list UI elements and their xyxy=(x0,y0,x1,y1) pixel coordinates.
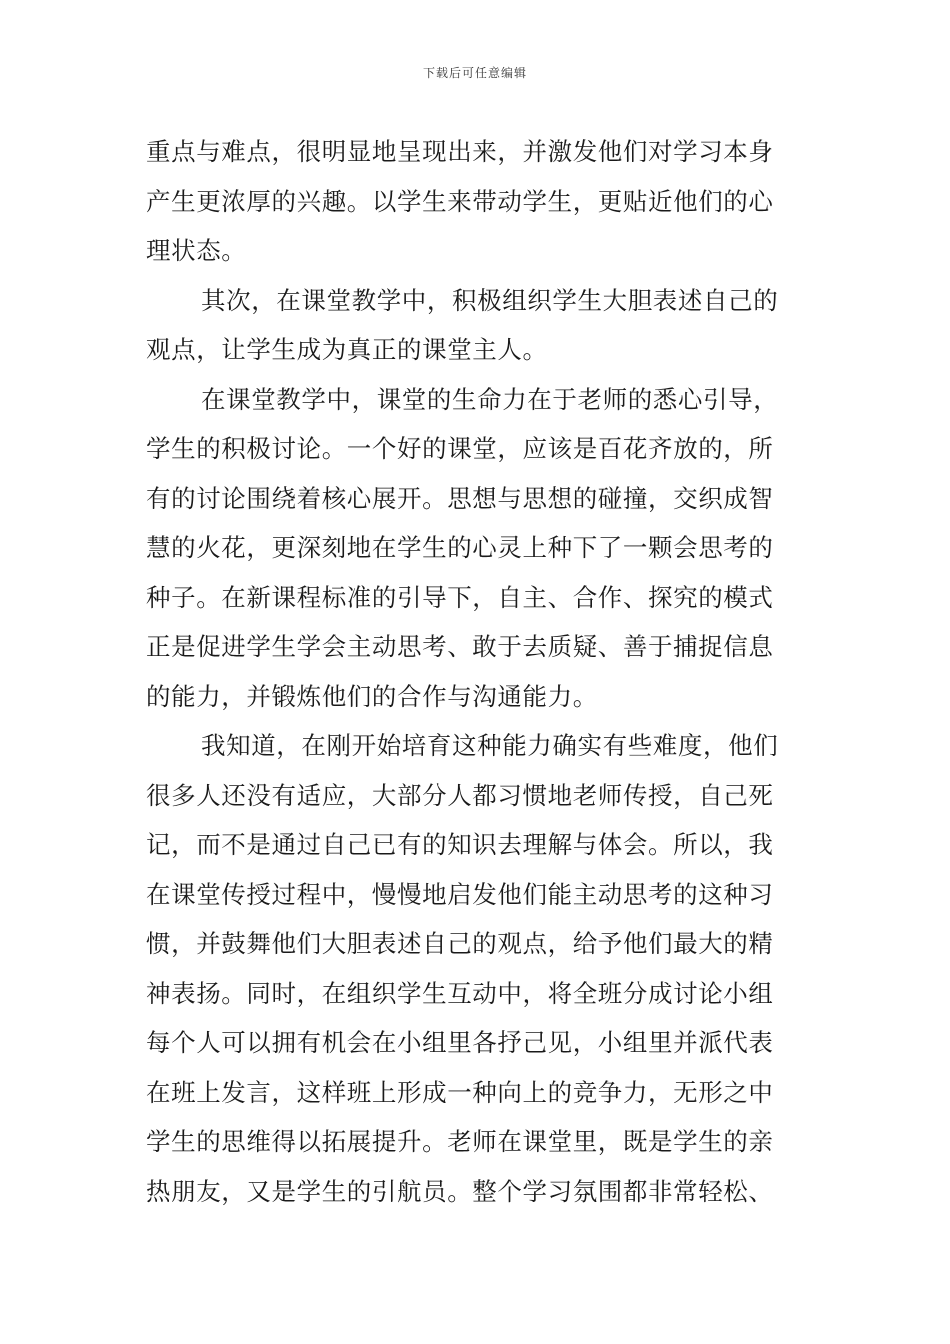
text-line: 理状态。 xyxy=(146,236,247,265)
text-line: 的能力，并锻炼他们的合作与沟通能力。 xyxy=(146,681,598,711)
text-line: 我知道，在刚开始培育这种能力确实有些难度，他们 xyxy=(201,731,779,760)
paragraph-3 xyxy=(146,375,814,722)
text-line: 产生更浓厚的兴趣。以学生来带动学生，更贴近他们的心 xyxy=(146,186,774,216)
text-line: 很多人还没有适应，大部分人都习惯地老师传授，自己死 xyxy=(146,780,774,810)
text-line: 在课堂传授过程中，慢慢地启发他们能主动思考的这种习 xyxy=(146,879,774,909)
document-body xyxy=(146,127,814,1216)
text-line: 学生的思维得以拓展提升。老师在课堂里，既是学生的亲 xyxy=(146,1127,774,1156)
text-line: 每个人可以拥有机会在小组里各抒己见，小组里并派代表 xyxy=(146,1028,774,1057)
text-line: 在班上发言，这样班上形成一种向上的竞争力，无形之中 xyxy=(146,1077,774,1107)
paragraph-4 xyxy=(146,721,814,1216)
paragraph-2 xyxy=(146,276,814,375)
text-line: 种子。在新课程标准的引导下，自主、合作、探究的模式 xyxy=(146,582,774,612)
text-line: 其次，在课堂教学中，积极组织学生大胆表述自己的 xyxy=(201,285,779,315)
text-line: 热朋友，又是学生的引航员。整个学习氛围都非常轻松、 xyxy=(146,1176,774,1206)
text-line: 在课堂教学中，课堂的生命力在于老师的悉心引导， xyxy=(201,384,779,414)
text-line: 神表扬。同时，在组织学生互动中，将全班分成讨论小组 xyxy=(146,978,774,1008)
text-line: 学生的积极讨论。一个好的课堂，应该是百花齐放的，所 xyxy=(146,434,774,463)
text-line: 记，而不是通过自己已有的知识去理解与体会。所以，我 xyxy=(146,830,774,859)
text-line: 重点与难点，很明显地呈现出来，并激发他们对学习本身 xyxy=(146,137,774,166)
text-line: 慧的火花，更深刻地在学生的心灵上种下了一颗会思考的 xyxy=(146,533,774,562)
text-line: 观点，让学生成为真正的课堂主人。 xyxy=(146,335,548,364)
page-header: 下载后可任意编辑 xyxy=(422,66,527,80)
text-line: 有的讨论围绕着核心展开。思想与思想的碰撞，交织成智 xyxy=(146,483,774,513)
text-line: 惯，并鼓舞他们大胆表述自己的观点，给予他们最大的精 xyxy=(146,929,774,958)
text-line: 正是促进学生学会主动思考、敢于去质疑、善于捕捉信息 xyxy=(146,632,774,661)
paragraph-1 xyxy=(146,127,814,276)
